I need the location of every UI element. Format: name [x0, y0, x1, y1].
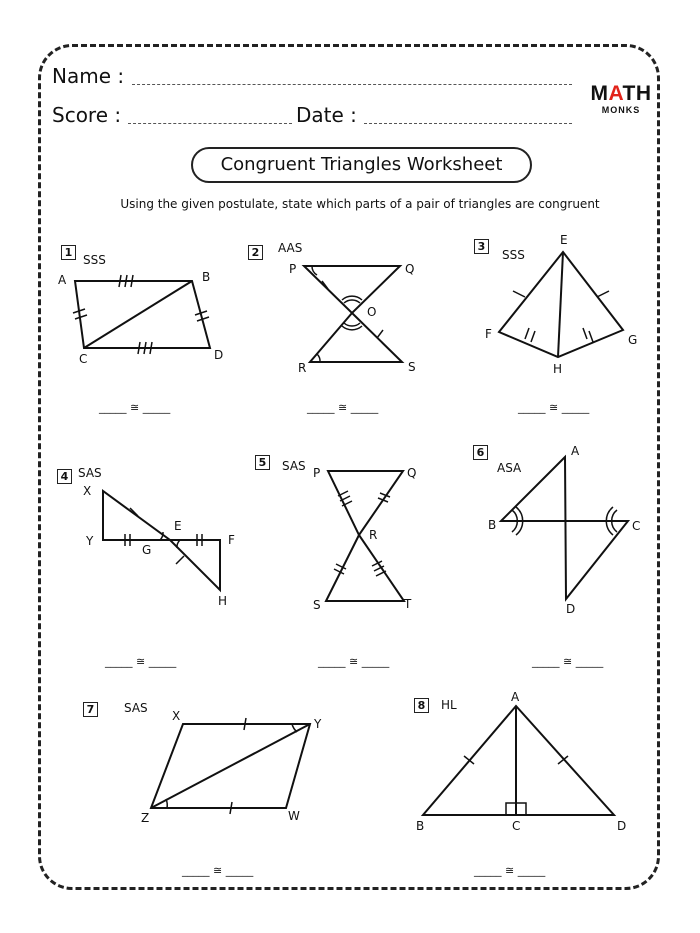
problem-1-vertex-c: C	[79, 352, 88, 366]
figure-8	[423, 706, 614, 815]
problem-2-vertex-q: Q	[405, 262, 415, 276]
problem-7-vertex-w: W	[288, 809, 300, 823]
problem-5-postulate: SAS	[282, 459, 306, 473]
problem-8-vertex-c: C	[512, 819, 521, 833]
problem-7-number: 7	[83, 702, 98, 717]
problem-6-vertex-b: B	[488, 518, 497, 532]
answer-line-3[interactable]: _____ ≅ _____	[518, 401, 590, 414]
answer-line-8[interactable]: _____ ≅ _____	[474, 864, 546, 877]
name-label: Name :	[52, 64, 125, 88]
score-label: Score :	[52, 103, 122, 127]
instructions: Using the given postulate, state which parts of a pair of triangles are congruent	[120, 197, 600, 211]
problem-2-vertex-p: P	[289, 262, 297, 276]
problem-4-vertex-g: G	[142, 543, 152, 557]
answer-line-7[interactable]: _____ ≅ _____	[182, 864, 254, 877]
problem-8-postulate: HL	[441, 698, 457, 712]
problem-1-number: 1	[61, 245, 76, 260]
problem-4-vertex-e: E	[174, 519, 182, 533]
answer-line-5[interactable]: _____ ≅ _____	[318, 655, 390, 668]
problem-8-vertex-b: B	[416, 819, 425, 833]
problem-2-number: 2	[248, 245, 263, 260]
problem-8-number: 8	[414, 698, 429, 713]
figure-4	[103, 491, 220, 590]
date-label: Date :	[296, 103, 357, 127]
problem-1-postulate: SSS	[83, 253, 106, 267]
problem-4-vertex-x: X	[83, 484, 92, 498]
figure-5	[326, 471, 404, 601]
problem-5-number: 5	[255, 455, 270, 470]
problem-7-postulate: SAS	[124, 701, 148, 715]
problem-5-vertex-r: R	[369, 528, 378, 542]
problem-2-vertex-s: S	[408, 360, 416, 374]
figure-3	[499, 252, 623, 357]
problem-4-postulate: SAS	[78, 466, 102, 480]
problem-4-vertex-h: H	[218, 594, 228, 608]
problem-2-vertex-o: O	[367, 305, 377, 319]
problem-3-vertex-e: E	[560, 233, 568, 247]
problem-1-vertex-d: D	[214, 348, 224, 362]
problem-6-number: 6	[473, 445, 488, 460]
problem-4-vertex-f: F	[228, 533, 235, 547]
problem-7-vertex-x: X	[172, 709, 181, 723]
math-monks-logo: MATH MONKS	[590, 82, 652, 115]
figure-2	[304, 266, 402, 362]
figure-7	[151, 718, 310, 814]
problem-7-vertex-y: Y	[314, 717, 322, 731]
problem-3-number: 3	[474, 239, 489, 254]
problem-5-vertex-p: P	[313, 466, 321, 480]
problem-3-postulate: SSS	[502, 248, 525, 262]
problem-3-vertex-f: F	[485, 327, 492, 341]
answer-line-6[interactable]: _____ ≅ _____	[532, 655, 604, 668]
figure-6	[501, 457, 628, 599]
problem-5-vertex-q: Q	[407, 466, 417, 480]
worksheet-title: Congruent Triangles Worksheet	[191, 147, 532, 183]
problem-5-vertex-t: T	[404, 597, 412, 611]
problem-7-vertex-z: Z	[141, 811, 150, 825]
problem-6-vertex-a: A	[571, 444, 580, 458]
answer-line-4[interactable]: _____ ≅ _____	[105, 655, 177, 668]
problem-6-vertex-c: C	[632, 519, 641, 533]
problem-2-postulate: AAS	[278, 241, 303, 255]
problem-8-vertex-a: A	[511, 690, 520, 704]
problem-3-vertex-h: H	[553, 362, 563, 376]
problem-6-postulate: ASA	[497, 461, 522, 475]
problem-8-vertex-d: D	[617, 819, 627, 833]
problem-2-vertex-r: R	[298, 361, 307, 375]
problem-3-vertex-g: G	[628, 333, 638, 347]
problem-6-vertex-d: D	[566, 602, 576, 616]
problem-4-number: 4	[57, 469, 72, 484]
figure-1	[73, 275, 210, 354]
problem-1-vertex-b: B	[202, 270, 211, 284]
problem-4-vertex-y: Y	[86, 534, 94, 548]
problem-1-vertex-a: A	[58, 273, 67, 287]
answer-line-2[interactable]: _____ ≅ _____	[307, 401, 379, 414]
problem-5-vertex-s: S	[313, 598, 321, 612]
answer-line-1[interactable]: _____ ≅ _____	[99, 401, 171, 414]
